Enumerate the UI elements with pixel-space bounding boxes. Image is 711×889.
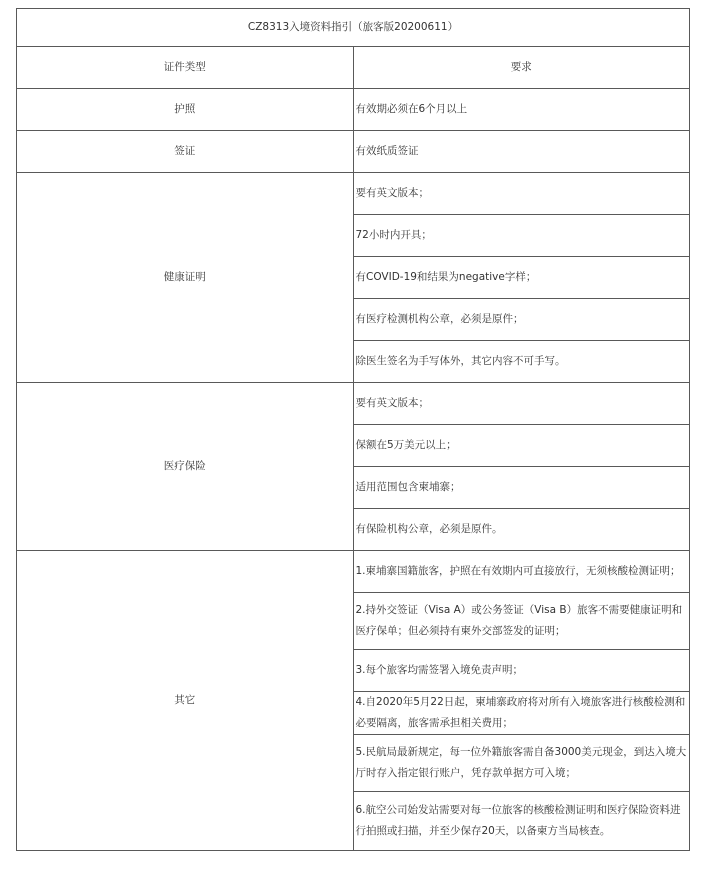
other-requirement: 1.柬埔寨国籍旅客，护照在有效期内可直接放行，无须核酸检测证明； — [353, 551, 690, 593]
visa-requirement: 有效纸质签证 — [353, 131, 690, 173]
health-requirement: 要有英文版本； — [353, 173, 690, 215]
passport-requirement: 有效期必须在6个月以上 — [353, 89, 690, 131]
other-requirement: 6.航空公司始发站需要对每一位旅客的核酸检测证明和医疗保险资料进行拍照或扫描，并至少保存20天，以备柬方当局核查。 — [353, 792, 690, 851]
passport-label: 护照 — [17, 89, 354, 131]
header-requirements: 要求 — [353, 47, 690, 89]
other-requirement: 4.自2020年5月22日起，柬埔寨政府将对所有入境旅客进行核酸检测和必要隔离，旅客需承担相关费用； — [353, 692, 690, 735]
health-requirement: 除医生签名为手写体外，其它内容不可手写。 — [353, 341, 690, 383]
other-requirement: 3.每个旅客均需签署入境免责声明； — [353, 650, 690, 692]
other-row — [17, 551, 690, 593]
other-label: 其它 — [17, 551, 354, 851]
health-requirement: 72小时内开具； — [353, 215, 690, 257]
title-row — [17, 9, 690, 47]
header-document-type: 证件类型 — [17, 47, 354, 89]
other-requirement: 5.民航局最新规定，每一位外籍旅客需自备3000美元现金，到达入境大厅时存入指定银行账户，凭存款单据方可入境； — [353, 735, 690, 792]
health-certificate-label: 健康证明 — [17, 173, 354, 383]
header-row — [17, 47, 690, 89]
table-title: CZ8313入境资料指引（旅客版20200611） — [17, 9, 690, 47]
insurance-row — [17, 383, 690, 425]
other-requirement: 2.持外交签证（Visa A）或公务签证（Visa B）旅客不需要健康证明和医疗保单；但必须持有柬外交部签发的证明； — [353, 593, 690, 650]
insurance-requirement: 要有英文版本； — [353, 383, 690, 425]
insurance-requirement: 有保险机构公章，必须是原件。 — [353, 509, 690, 551]
insurance-requirement: 适用范围包含柬埔寨； — [353, 467, 690, 509]
health-row — [17, 173, 690, 215]
medical-insurance-label: 医疗保险 — [17, 383, 354, 551]
visa-row — [17, 131, 690, 173]
passport-row — [17, 89, 690, 131]
health-requirement: 有医疗检测机构公章，必须是原件； — [353, 299, 690, 341]
health-requirement: 有COVID-19和结果为negative字样； — [353, 257, 690, 299]
insurance-requirement: 保额在5万美元以上； — [353, 425, 690, 467]
visa-label: 签证 — [17, 131, 354, 173]
entry-requirements-table — [16, 8, 690, 851]
document-table-wrapper — [16, 8, 690, 851]
